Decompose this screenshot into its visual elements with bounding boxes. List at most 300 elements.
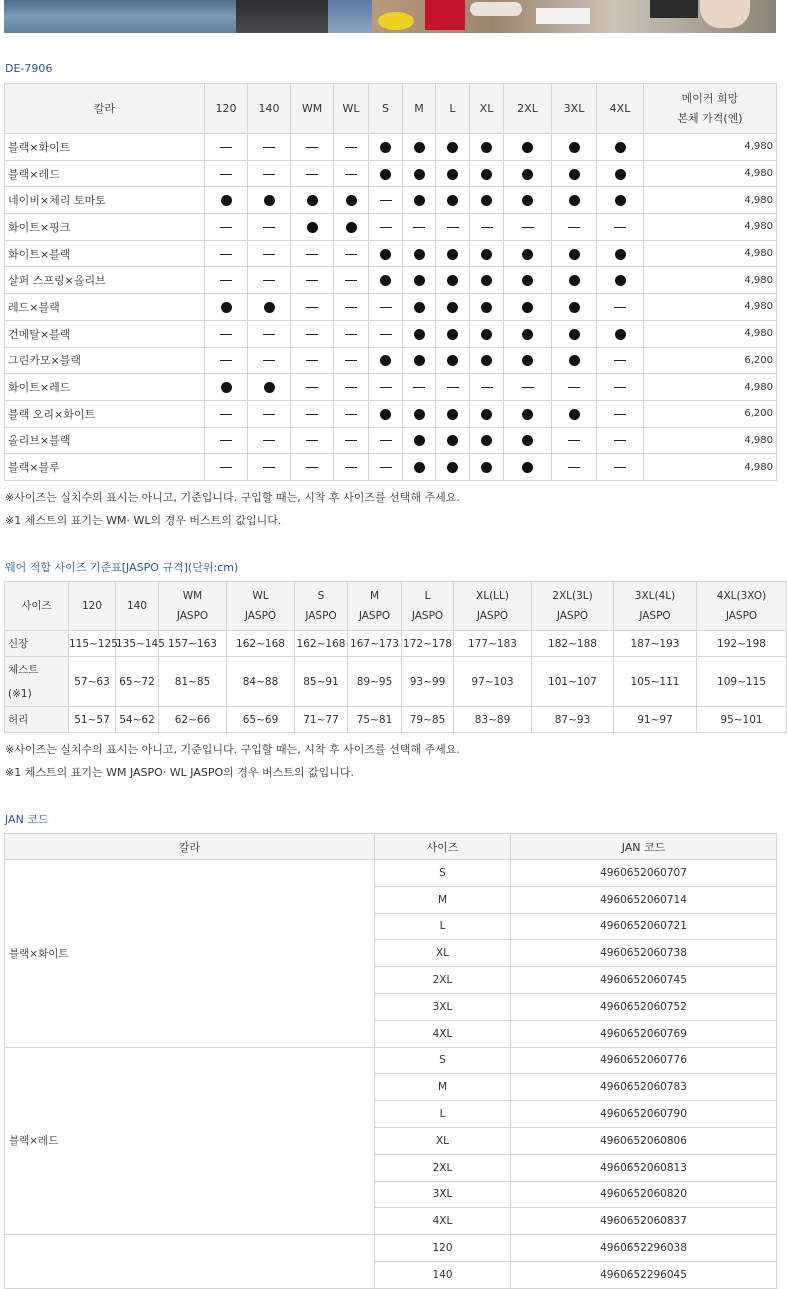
- header-size-7: L: [436, 84, 470, 134]
- availability-cell: [504, 214, 552, 241]
- size-column-standard: JASPO: [476, 610, 509, 622]
- unavailable-dash-icon: [345, 334, 357, 335]
- available-dot-icon: [221, 302, 232, 313]
- measure-value: 162~168: [227, 631, 295, 657]
- jan-size: S: [375, 1047, 511, 1074]
- available-dot-icon: [414, 435, 425, 446]
- product-code-title: DE-7906: [5, 62, 53, 75]
- jan-code: 4960652060820: [511, 1181, 777, 1208]
- measure-value: 89~95: [348, 657, 402, 707]
- available-dot-icon: [522, 249, 533, 260]
- jan-header-code: JAN 코드: [511, 834, 777, 860]
- jan-row: [5, 860, 777, 887]
- chest-note-2: ※1 체스트의 표기는 WM JASPO· WL JASPO의 경우 버스트의 값입니다.: [5, 766, 355, 779]
- jan-code: 4960652060837: [511, 1208, 777, 1235]
- availability-cell: [436, 320, 470, 347]
- unavailable-dash-icon: [220, 414, 232, 415]
- unavailable-dash-icon: [568, 387, 580, 388]
- available-dot-icon: [481, 435, 492, 446]
- unavailable-dash-icon: [345, 467, 357, 468]
- unavailable-dash-icon: [263, 414, 275, 415]
- size-column-label: L: [424, 590, 431, 602]
- size-column-header: [402, 582, 454, 631]
- availability-cell: [369, 400, 403, 427]
- header-size-9: 2XL: [504, 84, 552, 134]
- available-dot-icon: [615, 329, 626, 340]
- availability-cell: [504, 427, 552, 454]
- availability-header-row: [5, 84, 777, 134]
- size-column-header: [454, 582, 532, 631]
- availability-cell: [248, 187, 291, 214]
- measure-value: 135~145: [116, 631, 159, 657]
- availability-cell: [403, 240, 436, 267]
- availability-cell: [291, 427, 334, 454]
- unavailable-dash-icon: [345, 360, 357, 361]
- availability-cell: [334, 347, 369, 374]
- unavailable-dash-icon: [263, 360, 275, 361]
- color-name: 올리브×블랙: [5, 427, 205, 454]
- measure-value: 62~66: [159, 707, 227, 733]
- unavailable-dash-icon: [263, 227, 275, 228]
- availability-cell: [597, 267, 644, 294]
- unavailable-dash-icon: [220, 174, 232, 175]
- measure-value: 172~178: [402, 631, 454, 657]
- availability-cell: [334, 320, 369, 347]
- measure-value: 101~107: [532, 657, 614, 707]
- size-column-standard: JASPO: [358, 610, 391, 622]
- availability-cell: [504, 294, 552, 321]
- available-dot-icon: [522, 169, 533, 180]
- available-dot-icon: [569, 142, 580, 153]
- availability-cell: [248, 374, 291, 401]
- availability-cell: [403, 134, 436, 161]
- availability-cell: [369, 347, 403, 374]
- available-dot-icon: [414, 462, 425, 473]
- available-dot-icon: [615, 195, 626, 206]
- unavailable-dash-icon: [345, 174, 357, 175]
- availability-row: [5, 160, 777, 187]
- availability-cell: [504, 400, 552, 427]
- availability-cell: [403, 160, 436, 187]
- available-dot-icon: [380, 169, 391, 180]
- available-dot-icon: [307, 222, 318, 233]
- availability-row: [5, 134, 777, 161]
- measure-value: 71~77: [295, 707, 348, 733]
- availability-cell: [470, 347, 504, 374]
- size-column-header: [295, 582, 348, 631]
- availability-cell: [403, 214, 436, 241]
- availability-cell: [291, 400, 334, 427]
- jan-code: 4960652060752: [511, 993, 777, 1020]
- availability-row: [5, 187, 777, 214]
- available-dot-icon: [414, 169, 425, 180]
- measure-name: 허리: [8, 713, 29, 726]
- availability-cell: [291, 347, 334, 374]
- available-dot-icon: [414, 195, 425, 206]
- jan-code: 4960652060707: [511, 860, 777, 887]
- availability-cell: [552, 240, 597, 267]
- size-chart-title: 웨어 적합 사이즈 기준표[JASPO 규격](단위:cm): [5, 561, 239, 574]
- jan-size: S: [375, 860, 511, 887]
- jan-code: 4960652060776: [511, 1047, 777, 1074]
- unavailable-dash-icon: [380, 440, 392, 441]
- price: 4,980: [644, 454, 777, 481]
- unavailable-dash-icon: [306, 387, 318, 388]
- availability-cell: [470, 400, 504, 427]
- availability-row: [5, 320, 777, 347]
- availability-cell: [436, 187, 470, 214]
- unavailable-dash-icon: [413, 387, 425, 388]
- availability-cell: [436, 400, 470, 427]
- availability-row: [5, 294, 777, 321]
- size-chart-row: [5, 631, 787, 657]
- jan-header-row: [5, 834, 777, 860]
- availability-cell: [552, 134, 597, 161]
- jan-code: 4960652296038: [511, 1235, 777, 1262]
- available-dot-icon: [414, 275, 425, 286]
- availability-cell: [504, 134, 552, 161]
- unavailable-dash-icon: [220, 440, 232, 441]
- unavailable-dash-icon: [220, 360, 232, 361]
- availability-row: [5, 427, 777, 454]
- available-dot-icon: [481, 249, 492, 260]
- unavailable-dash-icon: [306, 440, 318, 441]
- availability-cell: [205, 374, 248, 401]
- availability-cell: [248, 400, 291, 427]
- availability-cell: [597, 320, 644, 347]
- availability-cell: [470, 374, 504, 401]
- availability-cell: [403, 320, 436, 347]
- availability-cell: [291, 187, 334, 214]
- unavailable-dash-icon: [306, 307, 318, 308]
- availability-row: [5, 267, 777, 294]
- size-column-header: [697, 582, 787, 631]
- availability-cell: [597, 294, 644, 321]
- measure-value: 79~85: [402, 707, 454, 733]
- available-dot-icon: [569, 169, 580, 180]
- unavailable-dash-icon: [306, 414, 318, 415]
- price: 6,200: [644, 400, 777, 427]
- availability-cell: [470, 187, 504, 214]
- unavailable-dash-icon: [263, 174, 275, 175]
- measure-value: 85~91: [295, 657, 348, 707]
- unavailable-dash-icon: [306, 254, 318, 255]
- color-name: 화이트×핑크: [5, 214, 205, 241]
- measure-value: 83~89: [454, 707, 532, 733]
- available-dot-icon: [380, 275, 391, 286]
- measure-name: 체스트: [8, 663, 39, 676]
- unavailable-dash-icon: [263, 280, 275, 281]
- availability-cell: [504, 187, 552, 214]
- measure-value: 105~111: [614, 657, 697, 707]
- availability-cell: [403, 267, 436, 294]
- availability-cell: [205, 294, 248, 321]
- availability-cell: [248, 267, 291, 294]
- availability-cell: [504, 454, 552, 481]
- photo-sea: [4, 0, 236, 33]
- availability-cell: [403, 187, 436, 214]
- price: 6,200: [644, 347, 777, 374]
- available-dot-icon: [569, 329, 580, 340]
- size-column-standard: JASPO: [639, 610, 671, 622]
- availability-cell: [205, 187, 248, 214]
- unavailable-dash-icon: [568, 467, 580, 468]
- header-price: [644, 84, 777, 134]
- header-price-line1: 메이커 희망: [681, 91, 739, 105]
- availability-cell: [205, 214, 248, 241]
- measure-value: 84~88: [227, 657, 295, 707]
- size-column-label: S: [317, 590, 325, 602]
- price: 4,980: [644, 134, 777, 161]
- availability-cell: [403, 400, 436, 427]
- jan-code: 4960652060790: [511, 1101, 777, 1128]
- measure-value: 75~81: [348, 707, 402, 733]
- jan-size: M: [375, 1074, 511, 1101]
- availability-cell: [552, 454, 597, 481]
- available-dot-icon: [481, 169, 492, 180]
- available-dot-icon: [522, 355, 533, 366]
- availability-row: [5, 454, 777, 481]
- size-column-standard: JASPO: [725, 610, 758, 622]
- availability-cell: [291, 454, 334, 481]
- availability-cell: [403, 374, 436, 401]
- size-column-label: WM: [182, 590, 203, 602]
- availability-cell: [369, 294, 403, 321]
- measure-value: 65~72: [116, 657, 159, 707]
- unavailable-dash-icon: [263, 467, 275, 468]
- photo-sea-2: [328, 0, 372, 33]
- available-dot-icon: [447, 355, 458, 366]
- measure-label: [5, 707, 69, 733]
- available-dot-icon: [522, 142, 533, 153]
- jan-code: 4960652060806: [511, 1127, 777, 1154]
- unavailable-dash-icon: [306, 174, 318, 175]
- jan-code: 4960652060714: [511, 886, 777, 913]
- availability-cell: [369, 267, 403, 294]
- available-dot-icon: [615, 249, 626, 260]
- availability-cell: [334, 214, 369, 241]
- availability-cell: [470, 294, 504, 321]
- photo-yellow-item: [378, 12, 414, 30]
- availability-cell: [334, 240, 369, 267]
- available-dot-icon: [380, 249, 391, 260]
- unavailable-dash-icon: [263, 334, 275, 335]
- price: 4,980: [644, 427, 777, 454]
- available-dot-icon: [414, 329, 425, 340]
- availability-cell: [205, 134, 248, 161]
- unavailable-dash-icon: [380, 200, 392, 201]
- jan-size: L: [375, 1101, 511, 1128]
- available-dot-icon: [447, 249, 458, 260]
- availability-cell: [334, 160, 369, 187]
- unavailable-dash-icon: [447, 387, 459, 388]
- jan-color: [5, 1235, 375, 1289]
- price: 4,980: [644, 240, 777, 267]
- availability-cell: [436, 294, 470, 321]
- availability-cell: [597, 134, 644, 161]
- measure-label: [5, 657, 69, 707]
- header-price-line2: 본체 가격(엔): [677, 111, 743, 125]
- unavailable-dash-icon: [481, 387, 493, 388]
- header-size-6: M: [403, 84, 436, 134]
- availability-cell: [403, 294, 436, 321]
- available-dot-icon: [447, 435, 458, 446]
- availability-cell: [597, 160, 644, 187]
- availability-cell: [248, 240, 291, 267]
- availability-cell: [552, 374, 597, 401]
- header-size-4: WL: [334, 84, 369, 134]
- unavailable-dash-icon: [522, 227, 534, 228]
- available-dot-icon: [481, 355, 492, 366]
- availability-cell: [436, 240, 470, 267]
- availability-cell: [470, 134, 504, 161]
- available-dot-icon: [569, 249, 580, 260]
- unavailable-dash-icon: [306, 467, 318, 468]
- unavailable-dash-icon: [345, 414, 357, 415]
- unavailable-dash-icon: [220, 254, 232, 255]
- availability-row: [5, 347, 777, 374]
- available-dot-icon: [481, 462, 492, 473]
- available-dot-icon: [447, 462, 458, 473]
- available-dot-icon: [380, 355, 391, 366]
- available-dot-icon: [346, 195, 357, 206]
- measure-value: 81~85: [159, 657, 227, 707]
- size-column-header: [116, 582, 159, 631]
- unavailable-dash-icon: [220, 227, 232, 228]
- availability-cell: [334, 267, 369, 294]
- unavailable-dash-icon: [614, 307, 626, 308]
- jan-size: 140: [375, 1261, 511, 1288]
- jan-size: XL: [375, 1127, 511, 1154]
- color-name: 살퍼 스프링×올리브: [5, 267, 205, 294]
- unavailable-dash-icon: [263, 440, 275, 441]
- unavailable-dash-icon: [345, 254, 357, 255]
- jan-size: 3XL: [375, 1181, 511, 1208]
- measure-value: 95~101: [697, 707, 787, 733]
- availability-row: [5, 374, 777, 401]
- availability-cell: [597, 374, 644, 401]
- price: 4,980: [644, 267, 777, 294]
- available-dot-icon: [447, 169, 458, 180]
- measure-value: 109~115: [697, 657, 787, 707]
- unavailable-dash-icon: [306, 360, 318, 361]
- availability-cell: [248, 454, 291, 481]
- unavailable-dash-icon: [220, 147, 232, 148]
- unavailable-dash-icon: [522, 387, 534, 388]
- price: 4,980: [644, 294, 777, 321]
- color-name: 네이비×체리 토마토: [5, 187, 205, 214]
- unavailable-dash-icon: [614, 467, 626, 468]
- unavailable-dash-icon: [614, 414, 626, 415]
- availability-cell: [504, 374, 552, 401]
- measure-value: 182~188: [532, 631, 614, 657]
- available-dot-icon: [221, 382, 232, 393]
- unavailable-dash-icon: [263, 254, 275, 255]
- unavailable-dash-icon: [614, 360, 626, 361]
- availability-cell: [334, 454, 369, 481]
- measure-value: 157~163: [159, 631, 227, 657]
- availability-cell: [369, 134, 403, 161]
- size-note-2: ※사이즈는 실치수의 표시는 아니고, 기준입니다. 구입할 때는, 시착 후 사이즈를 선택해 주세요.: [5, 743, 460, 756]
- available-dot-icon: [221, 195, 232, 206]
- size-column-header: [348, 582, 402, 631]
- jan-size: XL: [375, 940, 511, 967]
- unavailable-dash-icon: [447, 227, 459, 228]
- jan-code: 4960652060769: [511, 1020, 777, 1047]
- availability-cell: [291, 320, 334, 347]
- size-column-label: 2XL(3L): [552, 590, 593, 602]
- availability-cell: [403, 347, 436, 374]
- available-dot-icon: [264, 195, 275, 206]
- unavailable-dash-icon: [306, 147, 318, 148]
- price: 4,980: [644, 214, 777, 241]
- available-dot-icon: [481, 302, 492, 313]
- brand-logo-icon: [425, 0, 465, 30]
- availability-cell: [436, 134, 470, 161]
- available-dot-icon: [615, 275, 626, 286]
- header-size-11: 4XL: [597, 84, 644, 134]
- availability-cell: [334, 427, 369, 454]
- size-chart-header-row: [5, 582, 787, 631]
- photo-boot: [650, 0, 698, 18]
- availability-cell: [291, 214, 334, 241]
- availability-cell: [369, 454, 403, 481]
- color-name: 그린카모×블랙: [5, 347, 205, 374]
- available-dot-icon: [346, 222, 357, 233]
- available-dot-icon: [569, 355, 580, 366]
- color-name: 화이트×레드: [5, 374, 205, 401]
- price: 4,980: [644, 320, 777, 347]
- availability-cell: [470, 320, 504, 347]
- available-dot-icon: [522, 462, 533, 473]
- availability-cell: [504, 240, 552, 267]
- availability-cell: [470, 160, 504, 187]
- availability-cell: [436, 427, 470, 454]
- availability-cell: [369, 320, 403, 347]
- availability-cell: [436, 374, 470, 401]
- available-dot-icon: [569, 409, 580, 420]
- price: 4,980: [644, 374, 777, 401]
- jan-color: 블랙×화이트: [5, 860, 375, 1048]
- available-dot-icon: [481, 409, 492, 420]
- availability-cell: [552, 187, 597, 214]
- available-dot-icon: [380, 142, 391, 153]
- unavailable-dash-icon: [345, 280, 357, 281]
- jan-header-size: 사이즈: [375, 834, 511, 860]
- availability-cell: [552, 347, 597, 374]
- availability-row: [5, 214, 777, 241]
- header-color: 칼라: [5, 84, 205, 134]
- availability-cell: [552, 160, 597, 187]
- color-name: 블랙×블루: [5, 454, 205, 481]
- measure-note: (※1): [8, 687, 32, 700]
- availability-cell: [291, 374, 334, 401]
- size-chart-corner: 사이즈: [5, 582, 69, 631]
- availability-cell: [334, 134, 369, 161]
- size-column-label: 4XL(3XO): [716, 590, 767, 602]
- available-dot-icon: [447, 195, 458, 206]
- unavailable-dash-icon: [380, 334, 392, 335]
- unavailable-dash-icon: [568, 227, 580, 228]
- availability-cell: [470, 267, 504, 294]
- availability-cell: [369, 160, 403, 187]
- availability-cell: [248, 347, 291, 374]
- jan-size: 2XL: [375, 967, 511, 994]
- availability-cell: [597, 187, 644, 214]
- availability-cell: [205, 427, 248, 454]
- available-dot-icon: [447, 302, 458, 313]
- size-column-label: XL(LL): [476, 590, 509, 602]
